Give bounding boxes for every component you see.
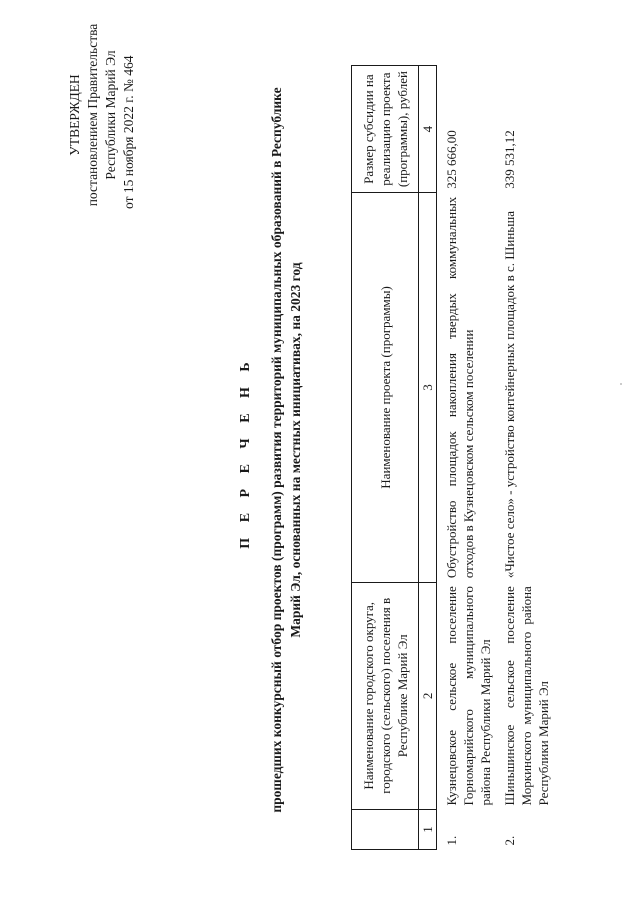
table-header-row (352, 66, 419, 850)
row-number: 2. (502, 835, 517, 846)
column-number: 2 (419, 582, 437, 809)
column-number: 3 (419, 193, 437, 582)
table-row (495, 66, 553, 850)
header-number (352, 809, 419, 849)
scan-dot (620, 383, 622, 385)
column-number: 1 (419, 809, 437, 849)
column-numbers-row (419, 66, 437, 850)
projects-table (351, 65, 553, 850)
row-amount: 325 666,00 (444, 130, 459, 189)
row-amount: 339 531,12 (502, 130, 517, 189)
column-number: 4 (419, 66, 437, 193)
row-municipality: Кузнецовское сельское поселение Горномарийского муниципального района Республики Марий Эл (444, 586, 493, 806)
row-project: «Чистое село» - устройство контейнерных площадок в с. Шиньша (502, 210, 517, 579)
document-title: П Е Р Е Ч Е Н Ь (238, 356, 253, 549)
approval-decree: постановлением Правительства Республики Марий Эл (85, 23, 118, 207)
header-amount: Размер субсидии на реализацию проекта (программы), рублей (352, 66, 419, 193)
document-subtitle: прошедших конкурсный отбор проектов (программ) развития территорий муниципальных образований в Республике Марий Эл, основанных на местных инициативах, на 2023 год (269, 87, 303, 813)
row-number: 1. (444, 835, 459, 846)
approval-heading: УТВЕРЖДЕН (67, 74, 82, 156)
header-municipality: Наименование городского округа, городского (сельского) поселения в Республике Марий Эл (352, 582, 419, 809)
header-project: Наименование проекта (программы) (352, 193, 419, 582)
row-municipality: Шиньшинское сельское поселение Моркинского муниципального района Республики Марий Эл (502, 586, 551, 806)
approval-stamp (66, 15, 138, 215)
approval-date: от 15 ноября 2022 г. № 464 (121, 55, 136, 209)
table-row (437, 66, 496, 850)
row-project: Обустройство площадок накопления твердых коммунальных отходов в Кузнецовском сельском поселении (444, 196, 476, 579)
